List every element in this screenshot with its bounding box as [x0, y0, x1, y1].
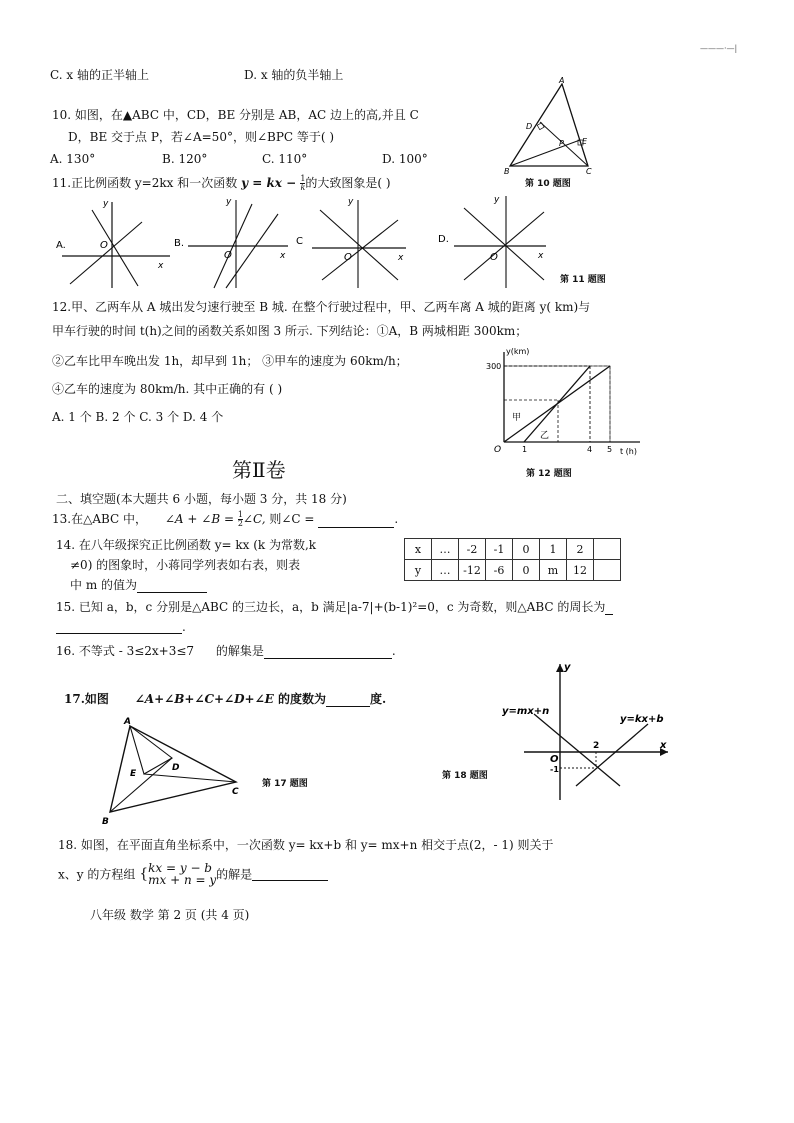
- q18-brace: {: [139, 866, 149, 882]
- table-cell: [594, 539, 621, 560]
- q17-caption: 第 17 题图: [262, 779, 308, 789]
- table-cell: …: [432, 539, 459, 560]
- q12-caption: 第 12 题图: [526, 469, 572, 479]
- page-footer: 八年级 数学 第 2 页 (共 4 页): [90, 908, 250, 922]
- q12-line-yi: [524, 366, 590, 442]
- q16-prefix: 16. 不等式 - 3≤2x+3≤7: [56, 644, 195, 658]
- svg-text:O: O: [550, 754, 559, 765]
- svg-text:x: x: [398, 253, 404, 263]
- q15-answer-blank-start[interactable]: [605, 602, 613, 615]
- q14-line1: 14. 在八年级探究正比例函数 y= kx (k 为常数,k: [56, 538, 317, 552]
- q18-eq1: kx = y − b: [148, 861, 212, 875]
- q17-prefix: 17.如图: [64, 692, 109, 706]
- svg-text:O: O: [224, 250, 232, 261]
- q18-eq2: mx + n = y: [148, 873, 217, 887]
- q18-line2: [58, 862, 328, 886]
- q12-line2: 甲车行驶的时间 t(h)之间的函数关系如图 3 所示. 下列结论：①A，B 两城相距 300km；: [52, 324, 528, 338]
- q13-prefix: 13.在△ABC 中，: [52, 512, 148, 526]
- table-cell: -1: [486, 539, 513, 560]
- q12-line3: ②乙车比甲车晚出发 1h，却早到 1h； ③甲车的速度为 60km/h；: [52, 354, 408, 368]
- q11-formula: y = kx −: [241, 176, 301, 190]
- q10-line2: D，BE 交于点 P，若∠A=50°，则∠BPC 等于( ): [68, 130, 335, 144]
- svg-text:O: O: [494, 445, 502, 455]
- q13-formula-b: ∠C,: [242, 512, 266, 526]
- q10-label-d: D: [526, 122, 533, 131]
- q10-option-a: A. 130°: [50, 152, 96, 166]
- table-cell: 0: [513, 560, 540, 581]
- svg-text:乙: 乙: [540, 431, 550, 441]
- q10-label-a: A: [559, 76, 565, 85]
- q17-triangle-ade: [130, 726, 172, 774]
- q15-line1-text: 15. 已知 a，b，c 分别是△ABC 的三边长，a，b 满足|a-7|+(b-1)²=0，c 为奇数，则△ABC 的周长为: [56, 600, 606, 614]
- svg-text:甲: 甲: [512, 413, 522, 423]
- q11-graph-a: [56, 199, 170, 288]
- q11-caption: 第 11 题图: [560, 275, 606, 285]
- svg-text:E: E: [130, 769, 137, 779]
- table-cell: y: [405, 560, 432, 581]
- table-cell: …: [432, 560, 459, 581]
- svg-text:y: y: [348, 197, 354, 207]
- q18-line2-suffix: 的解是: [216, 867, 253, 882]
- q17-stem: [64, 690, 386, 707]
- svg-text:A.: A.: [56, 240, 66, 251]
- q13-suffix: 则∠C =: [269, 512, 315, 526]
- svg-text:-1: -1: [550, 765, 559, 774]
- q16-answer-blank[interactable]: [264, 646, 392, 659]
- q17-mid: 的度数为: [273, 692, 326, 706]
- q14-line3: [70, 576, 207, 593]
- q11-suffix: 的大致图象是( ): [305, 176, 391, 190]
- q13-stem: 13.在△ABC 中， ∠A + ∠B = $\frac{1}{2}$ ∠C, 则∠C = .: [52, 510, 399, 528]
- q18-line-kx-b: [576, 724, 648, 786]
- q10-label-b: B: [504, 167, 510, 176]
- q17-formula: ∠A+∠B+∠C+∠D+∠E: [134, 692, 274, 706]
- part2-title: 二、填空题(本大题共 6 小题，每小题 3 分，共 18 分): [56, 492, 347, 506]
- q18-line-mx-n: [534, 714, 620, 786]
- svg-text:x: x: [158, 261, 164, 271]
- q14-table: [404, 538, 621, 581]
- svg-text:y: y: [103, 199, 109, 209]
- header-mark: ———·—|: [700, 44, 738, 53]
- q9-option-c: C. x 轴的正半轴上: [50, 68, 149, 82]
- q15-line1: [56, 598, 613, 615]
- q17-suffix: 度.: [369, 692, 387, 706]
- q14-row-x: [405, 539, 621, 560]
- q13-answer-blank[interactable]: [318, 515, 394, 528]
- table-cell: 2: [567, 539, 594, 560]
- q10-right-angle-d: [537, 123, 544, 130]
- table-cell: -2: [459, 539, 486, 560]
- svg-text:x: x: [280, 251, 286, 261]
- svg-text:C: C: [232, 787, 239, 797]
- svg-text:y: y: [494, 195, 500, 205]
- q14-line3-text: 中 m 的值为: [70, 578, 138, 592]
- q16-mid: 的解集是: [215, 644, 264, 658]
- q11-graphs: [50, 192, 550, 292]
- svg-text:2: 2: [593, 741, 600, 751]
- q14-row-y: [405, 560, 621, 581]
- svg-text:300: 300: [486, 362, 502, 371]
- q12-line4: ④乙车的速度为 80km/h. 其中正确的有 ( ): [52, 382, 283, 396]
- q14-line2: ≠0) 的图象时，小蒋同学列表如右表，则表: [70, 558, 301, 572]
- svg-text:D: D: [172, 763, 180, 773]
- svg-text:t (h): t (h): [620, 447, 637, 456]
- q12-options: A. 1 个 B. 2 个 C. 3 个 D. 4 个: [52, 410, 224, 424]
- q13-formula-a: ∠A + ∠B =: [164, 512, 238, 526]
- q11-prefix: 11.正比例函数 y=2kx 和一次函数: [52, 176, 238, 190]
- svg-text:y: y: [226, 197, 232, 207]
- table-cell: -6: [486, 560, 513, 581]
- q16-end: .: [391, 644, 396, 658]
- q10-line1: 10. 如图，在▲ABC 中，CD，BE 分别是 AB，AC 边上的高,并且 C: [52, 108, 419, 122]
- svg-text:x: x: [538, 251, 544, 261]
- svg-text:O: O: [490, 252, 498, 263]
- q11-graph-d: [438, 195, 546, 288]
- q13-frac-num: 1: [237, 510, 243, 519]
- q18-figure: [498, 656, 678, 806]
- svg-text:1: 1: [522, 445, 528, 454]
- q11-frac-den: k: [300, 183, 306, 192]
- q11-graph-c: [296, 197, 406, 288]
- q10-triangle: [510, 84, 588, 166]
- svg-text:B.: B.: [174, 238, 185, 249]
- q9-option-d: D. x 轴的负半轴上: [244, 68, 344, 82]
- table-cell: [594, 560, 621, 581]
- q15-line2-end: .: [182, 620, 186, 634]
- q10-altitude-be: [510, 140, 580, 166]
- q11-frac-num: 1: [300, 174, 306, 183]
- svg-text:4: 4: [587, 445, 593, 454]
- q12-line1: 12.甲、乙两车从 A 城出发匀速行驶至 B 城. 在整个行驶过程中，甲、乙两车离 A 城的距离 y( km)与: [52, 300, 591, 314]
- table-cell: 12: [567, 560, 594, 581]
- svg-text:D.: D.: [438, 234, 449, 245]
- svg-text:y=kx+b: y=kx+b: [620, 714, 664, 725]
- table-cell: 0: [513, 539, 540, 560]
- q14-answer-blank[interactable]: [137, 580, 207, 593]
- svg-text:5: 5: [607, 445, 613, 454]
- q13-frac-den: 2: [237, 519, 243, 528]
- q17-figure: [98, 714, 248, 829]
- q10-label-c: C: [586, 167, 592, 176]
- q18-caption: 第 18 题图: [442, 771, 488, 781]
- q10-option-c: C. 110°: [262, 152, 308, 166]
- table-cell: m: [540, 560, 567, 581]
- svg-text:C: C: [296, 236, 303, 247]
- svg-text:A: A: [124, 717, 131, 727]
- svg-text:O: O: [344, 252, 352, 263]
- q18-answer-blank[interactable]: [252, 868, 328, 881]
- table-cell: x: [405, 539, 432, 560]
- table-cell: 1: [540, 539, 567, 560]
- q10-figure: [500, 74, 600, 179]
- q17-answer-blank[interactable]: [326, 694, 370, 707]
- svg-text:y=mx+n: y=mx+n: [502, 706, 550, 717]
- q10-label-p: P: [559, 139, 564, 148]
- svg-text:y(km): y(km): [506, 347, 530, 356]
- q18-line1: 18. 如图，在平面直角坐标系中，一次函数 y= kx+b 和 y= mx+n 相交于点(2，- 1) 则关于: [58, 838, 554, 852]
- svg-text:y: y: [564, 662, 571, 673]
- svg-text:B: B: [102, 817, 109, 827]
- q11-stem: [52, 174, 391, 192]
- q18-line2-prefix: x、y 的方程组: [58, 867, 136, 882]
- svg-text:x: x: [660, 740, 667, 751]
- q12-figure: [480, 346, 650, 461]
- q10-caption: 第 10 题图: [525, 179, 571, 189]
- svg-text:O: O: [100, 240, 108, 251]
- q18-system: [148, 862, 216, 886]
- q11-graph-b: [174, 197, 288, 288]
- q15-answer-blank[interactable]: [56, 621, 182, 634]
- section-title: 第Ⅱ卷: [232, 458, 286, 482]
- q16-stem: [56, 642, 396, 659]
- q10-option-b: B. 120°: [162, 152, 208, 166]
- q10-label-e: E: [582, 137, 588, 146]
- q10-option-d: D. 100°: [382, 152, 428, 166]
- table-cell: -12: [459, 560, 486, 581]
- q15-line2: [56, 620, 186, 634]
